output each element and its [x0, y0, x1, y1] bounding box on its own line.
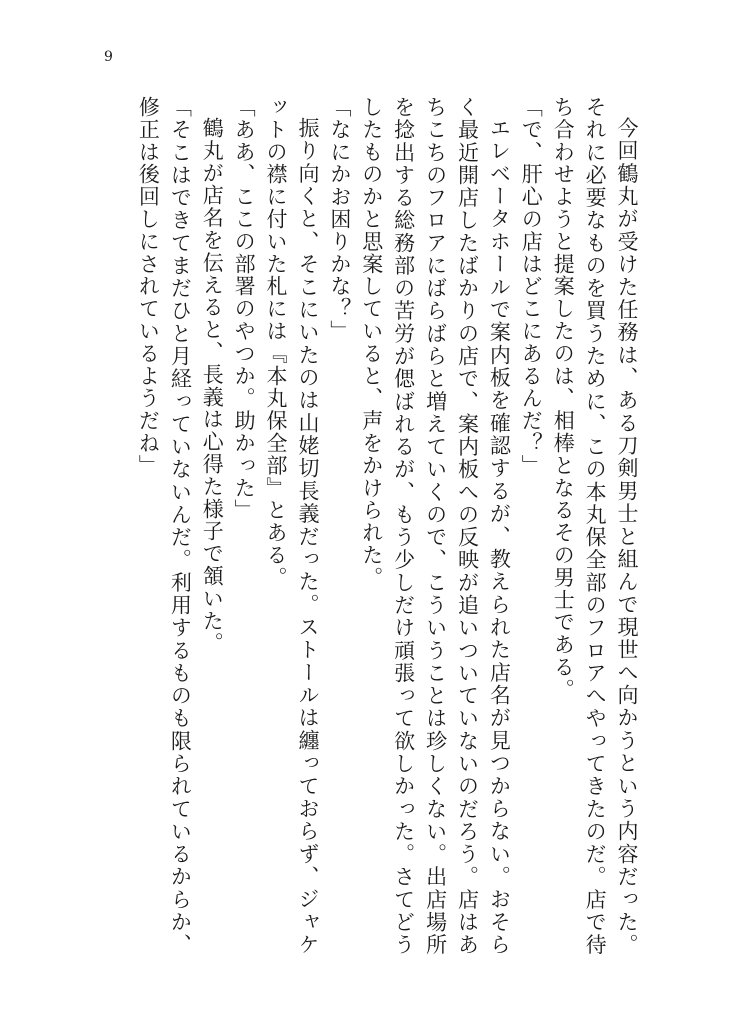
page-number: 9: [104, 49, 113, 65]
dialogue-line: 「なにかお困りかな？」: [327, 96, 352, 343]
paragraph: 振り向くと、そこにいたのは山姥切長義だった。ストールは纏っておらず、ジャケットの襟に付いた札には『本丸保全部』とある。: [264, 96, 320, 956]
vertical-text-body: [122, 96, 642, 956]
dialogue-line: 「ああ、ここの部署のやつか。助かった」: [232, 96, 257, 522]
paragraph: 今回鶴丸が受けた任務は、ある刀剣男士と組んで現世へ向かうという内容だった。それに必要なものを買うために、この本丸保全部のフロアへやってきたのだ。店で待ち合わせようと提案したのは、相棒となるその男士である。: [551, 96, 639, 956]
dialogue-line: 「で、肝心の店はどこにあるんだ？」: [519, 96, 544, 477]
paragraph: 鶴丸が店名を伝えると、長義は心得た様子で頷いた。: [200, 117, 225, 655]
dialogue-line: 「そこはできてまだひと月経っていないんだ。利用するものも限られているからか、修正は後回しにされているようだね」: [136, 96, 193, 956]
paragraph: エレベータホールで案内板を確認するが、教えられた店名が見つからない。おそらく最近開店したばかりの店で、案内板への反映が追いついていないのだろう。店はあちこちのフロアにばらばらと増えていくので、こういうことは珍しくない。出店場所を捻出する総務部の苦労が偲ばれるが、もう少しだけ頑張って欲しかった。さてどうしたものかと思案していると、声をかけられた。: [359, 96, 512, 956]
